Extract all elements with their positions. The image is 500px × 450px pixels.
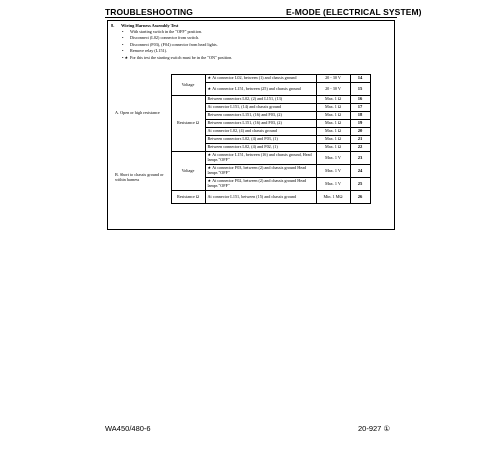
measure-type-cell: Resistance Ω [171, 191, 205, 204]
test-number-cell: 16 [350, 96, 370, 104]
troubleshooting-table [111, 74, 371, 204]
measure-type-cell: Resistance Ω [171, 96, 205, 152]
value-cell: Max. 1 Ω [316, 136, 350, 144]
value-cell: 20 - 30 V [316, 83, 350, 96]
value-cell: Max. 1 Ω [316, 112, 350, 120]
value-cell: Max. 1 Ω [316, 144, 350, 152]
value-cell: Max. 1 V [316, 152, 350, 165]
value-cell: 20 - 30 V [316, 75, 350, 83]
procedure-step: • Disconnect (F03), (F04) connector from head lights. [122, 41, 218, 47]
test-number-cell: 22 [350, 144, 370, 152]
section-number: 8. [111, 23, 115, 28]
test-number-cell: 25 [350, 178, 370, 191]
test-number-cell: 24 [350, 165, 370, 178]
condition-cell: At connector L02, (4) and chassis ground [205, 128, 316, 136]
condition-cell: Between connectors L02, (4) and F02, (1) [205, 144, 316, 152]
cause-cell: B. Short to chassis ground or within harness [111, 152, 171, 204]
test-number-cell: 20 [350, 128, 370, 136]
value-cell: Max. 1 Ω [316, 128, 350, 136]
test-number-cell: 26 [350, 191, 370, 204]
condition-cell: At connector L151, (14) and chassis ground [205, 104, 316, 112]
test-procedure [108, 21, 396, 73]
condition-cell: Between connectors L02, (4) and F03, (1) [205, 136, 316, 144]
condition-cell: Between connectors L151, (16) and F03, (2) [205, 112, 316, 120]
table-row [111, 152, 370, 165]
bullet-icon: • [122, 48, 124, 54]
condition-cell: ★ At connector L02, between (1) and chassis ground [205, 75, 316, 83]
test-number-cell: 18 [350, 112, 370, 120]
star-bullet-icon: • ★ [122, 54, 129, 60]
procedure-steps [121, 29, 232, 61]
cause-cell: A. Open or high resistance [111, 75, 171, 152]
value-cell: Max. 1 Ω [316, 104, 350, 112]
condition-cell: ★ At connector F03, between (2) and chassis ground Head lamps "OFF" [205, 165, 316, 178]
value-cell: Max. 1 Ω [316, 96, 350, 104]
table-row [111, 75, 370, 83]
procedure-step: • With starting switch in the "OFF" position. [122, 29, 202, 34]
procedure-step: • Disconnect (L02) connector from switch. [122, 35, 200, 41]
section-title: Wiring Harness Assembly Test [121, 23, 179, 28]
condition-cell: ★ At connector L151, between (25) and chassis ground [205, 83, 316, 96]
measure-type-cell: Voltage [171, 152, 205, 191]
test-number-cell: 21 [350, 136, 370, 144]
value-cell: Max. 1 V [316, 178, 350, 191]
test-number-cell: 23 [350, 152, 370, 165]
condition-cell: Between connectors L02, (2) and L151, (13) [205, 96, 316, 104]
procedure-step: • ★ For this test the starting switch must be in the "ON" position. [122, 54, 233, 60]
troubleshooting-box [107, 20, 395, 230]
test-number-cell: 17 [350, 104, 370, 112]
condition-cell: At connector L151, between (15) and chassis ground [205, 191, 316, 204]
value-cell: Max. 1 Ω [316, 120, 350, 128]
bullet-icon: • [122, 29, 124, 34]
section-header-title: TROUBLESHOOTING [105, 7, 193, 17]
value-cell: Max. 1 V [316, 165, 350, 178]
header-divider [105, 17, 397, 18]
condition-cell: ★ At connector F02, between (2) and chassis ground Head lamps "OFF" [205, 178, 316, 191]
bullet-icon: • [122, 41, 124, 47]
procedure-step: • Remove relay (L151). [122, 48, 168, 54]
test-number-cell: 19 [350, 120, 370, 128]
bullet-icon: • [122, 35, 124, 41]
condition-cell: Between connectors L151, (16) and F03, (2) [205, 120, 316, 128]
test-number-cell: 15 [350, 83, 370, 96]
measure-type-cell: Voltage [171, 75, 205, 96]
model-number: WA450/480-6 [105, 424, 151, 433]
value-cell: Min. 1 MΩ [316, 191, 350, 204]
test-number-cell: 14 [350, 75, 370, 83]
condition-cell: ★ At connector L151, between (16) and chassis ground, Head lamps "OFF" [205, 152, 316, 165]
page-number: 20-927 ① [358, 424, 391, 433]
section-header-subtitle: E-MODE (ELECTRICAL SYSTEM) [286, 7, 422, 17]
